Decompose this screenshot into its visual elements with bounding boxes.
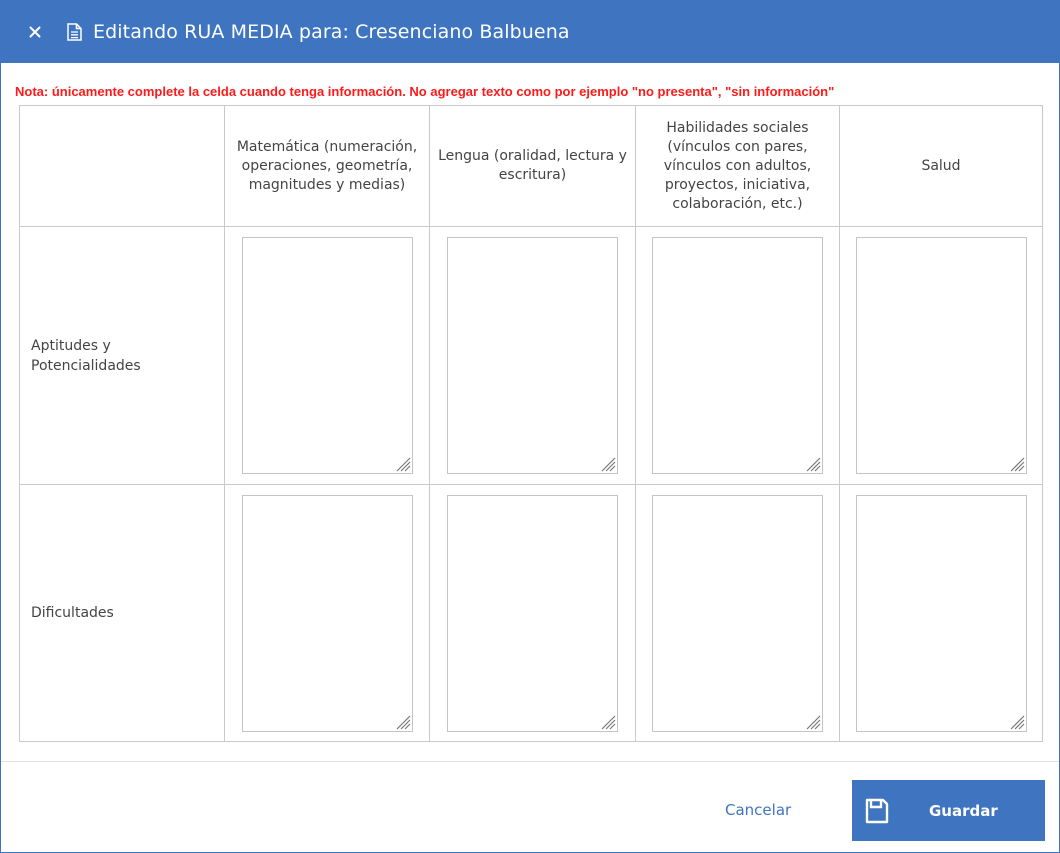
save-button[interactable] [852, 780, 1045, 841]
table-cell [840, 485, 1043, 742]
document-icon [67, 23, 83, 41]
column-header-salud: Salud [840, 106, 1043, 227]
aptitudes-habilidades-textarea[interactable] [652, 237, 823, 474]
dialog-title: Editando RUA MEDIA para: Cresenciano Balbuena [93, 21, 570, 43]
save-label: Guardar [929, 801, 998, 820]
floppy-disk-icon [865, 798, 889, 824]
row-header-dificultades: Dificultades [20, 485, 225, 742]
column-header-lengua: Lengua (oralidad, lectura y escritura) [430, 106, 636, 227]
dificultades-lengua-textarea[interactable] [447, 495, 618, 732]
corner-cell [20, 106, 225, 227]
table-cell [225, 227, 430, 485]
dificultades-salud-textarea[interactable] [856, 495, 1027, 732]
close-icon[interactable] [29, 26, 41, 38]
table-cell [840, 227, 1043, 485]
aptitudes-lengua-textarea[interactable] [447, 237, 618, 474]
dificultades-matematica-textarea[interactable] [242, 495, 413, 732]
dialog-header [1, 1, 1059, 63]
row-header-aptitudes [20, 227, 225, 485]
aptitudes-salud-textarea[interactable] [856, 237, 1027, 474]
table-cell [430, 485, 636, 742]
close-button[interactable] [25, 22, 45, 42]
aptitudes-matematica-textarea[interactable] [242, 237, 413, 474]
rua-table [19, 105, 1043, 742]
table-row-dificultades [20, 485, 1043, 742]
dificultades-habilidades-textarea[interactable] [652, 495, 823, 732]
table-cell [430, 227, 636, 485]
row-label: Aptitudes y Potencialidades [31, 337, 141, 374]
table-cell [636, 227, 840, 485]
table-cell [636, 485, 840, 742]
table-cell [225, 485, 430, 742]
column-header-matematica: Matemática (numeración, operaciones, geometría, magnitudes y medias) [225, 106, 430, 227]
footer-divider [1, 761, 1059, 762]
table-header-row [20, 106, 1043, 227]
cancel-button[interactable]: Cancelar [725, 801, 792, 819]
column-header-habilidades: Habilidades sociales (vínculos con pares, vínculos con adultos, proyectos, iniciativa, colaboración, etc.) [636, 106, 840, 227]
table-row-aptitudes [20, 227, 1043, 485]
warning-note: Nota: únicamente complete la celda cuando tenga información. No agregar texto como por ejemplo "no presenta", "sin información" [15, 84, 835, 99]
